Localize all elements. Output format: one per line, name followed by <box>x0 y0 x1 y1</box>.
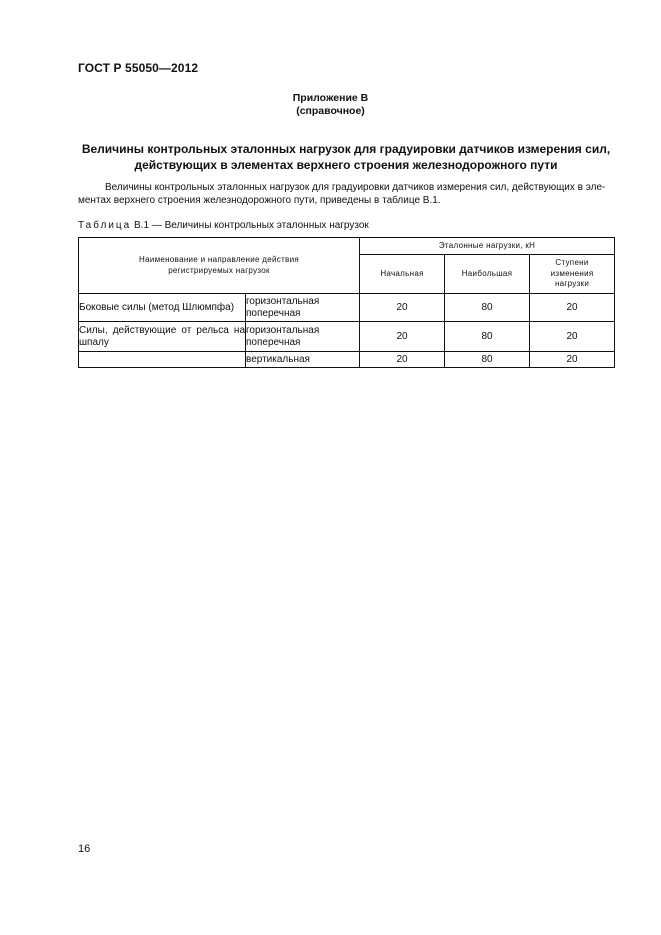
header-steps: Ступени изменения нагрузки <box>530 255 615 294</box>
table-row <box>79 322 615 352</box>
initial-value-cell: 20 <box>360 322 445 352</box>
page-number: 16 <box>78 843 91 855</box>
max-value-cell: 80 <box>445 294 530 322</box>
reference-loads-table <box>78 237 615 368</box>
appendix-title-line-2: действующих в элементах верхнего строения железнодорожного пути <box>134 158 558 172</box>
load-direction-cell: вертикальная <box>246 352 360 368</box>
table-row <box>79 294 615 322</box>
table-caption <box>78 220 369 231</box>
intro-paragraph-line-2: ментах верхнего строения железнодорожного пути, приведены в таблице В.1. <box>78 195 441 206</box>
header-load-name: Наименование и направление действия регистрируемых нагрузок <box>79 238 360 294</box>
initial-value-cell: 20 <box>360 294 445 322</box>
max-value-cell: 80 <box>445 322 530 352</box>
step-value-cell: 20 <box>530 294 615 322</box>
appendix-status: (справочное) <box>296 105 365 117</box>
appendix-title-line-1: Величины контрольных эталонных нагрузок для градуировки датчиков измерения сил, <box>81 142 611 156</box>
load-direction-cell: горизонтальная поперечная <box>246 322 360 352</box>
initial-value-cell: 20 <box>360 352 445 368</box>
intro-paragraph-line-1: Величины контрольных эталонных нагрузок для градуировки датчиков измерения сил, действующих в эле- <box>105 182 606 193</box>
header-reference-loads: Эталонные нагрузки, кН <box>360 238 615 255</box>
step-value-cell: 20 <box>530 322 615 352</box>
appendix-label: Приложение В <box>292 92 369 104</box>
header-initial: Начальная <box>360 255 445 294</box>
load-direction-cell: горизонтальная поперечная <box>246 294 360 322</box>
table-row <box>79 352 615 368</box>
max-value-cell: 80 <box>445 352 530 368</box>
table-caption-text: В.1 — Величины контрольных эталонных нагрузок <box>131 220 369 231</box>
load-name-cell: Боковые силы (метод Шлюмпфа) <box>79 294 246 322</box>
table-caption-prefix: Таблица <box>78 220 132 231</box>
standard-code: ГОСТ Р 55050—2012 <box>78 61 199 75</box>
header-max: Наибольшая <box>445 255 530 294</box>
step-value-cell: 20 <box>530 352 615 368</box>
load-name-cell: Силы, действующие от рельса на шпалу <box>79 322 246 352</box>
load-name-cell <box>79 352 246 368</box>
